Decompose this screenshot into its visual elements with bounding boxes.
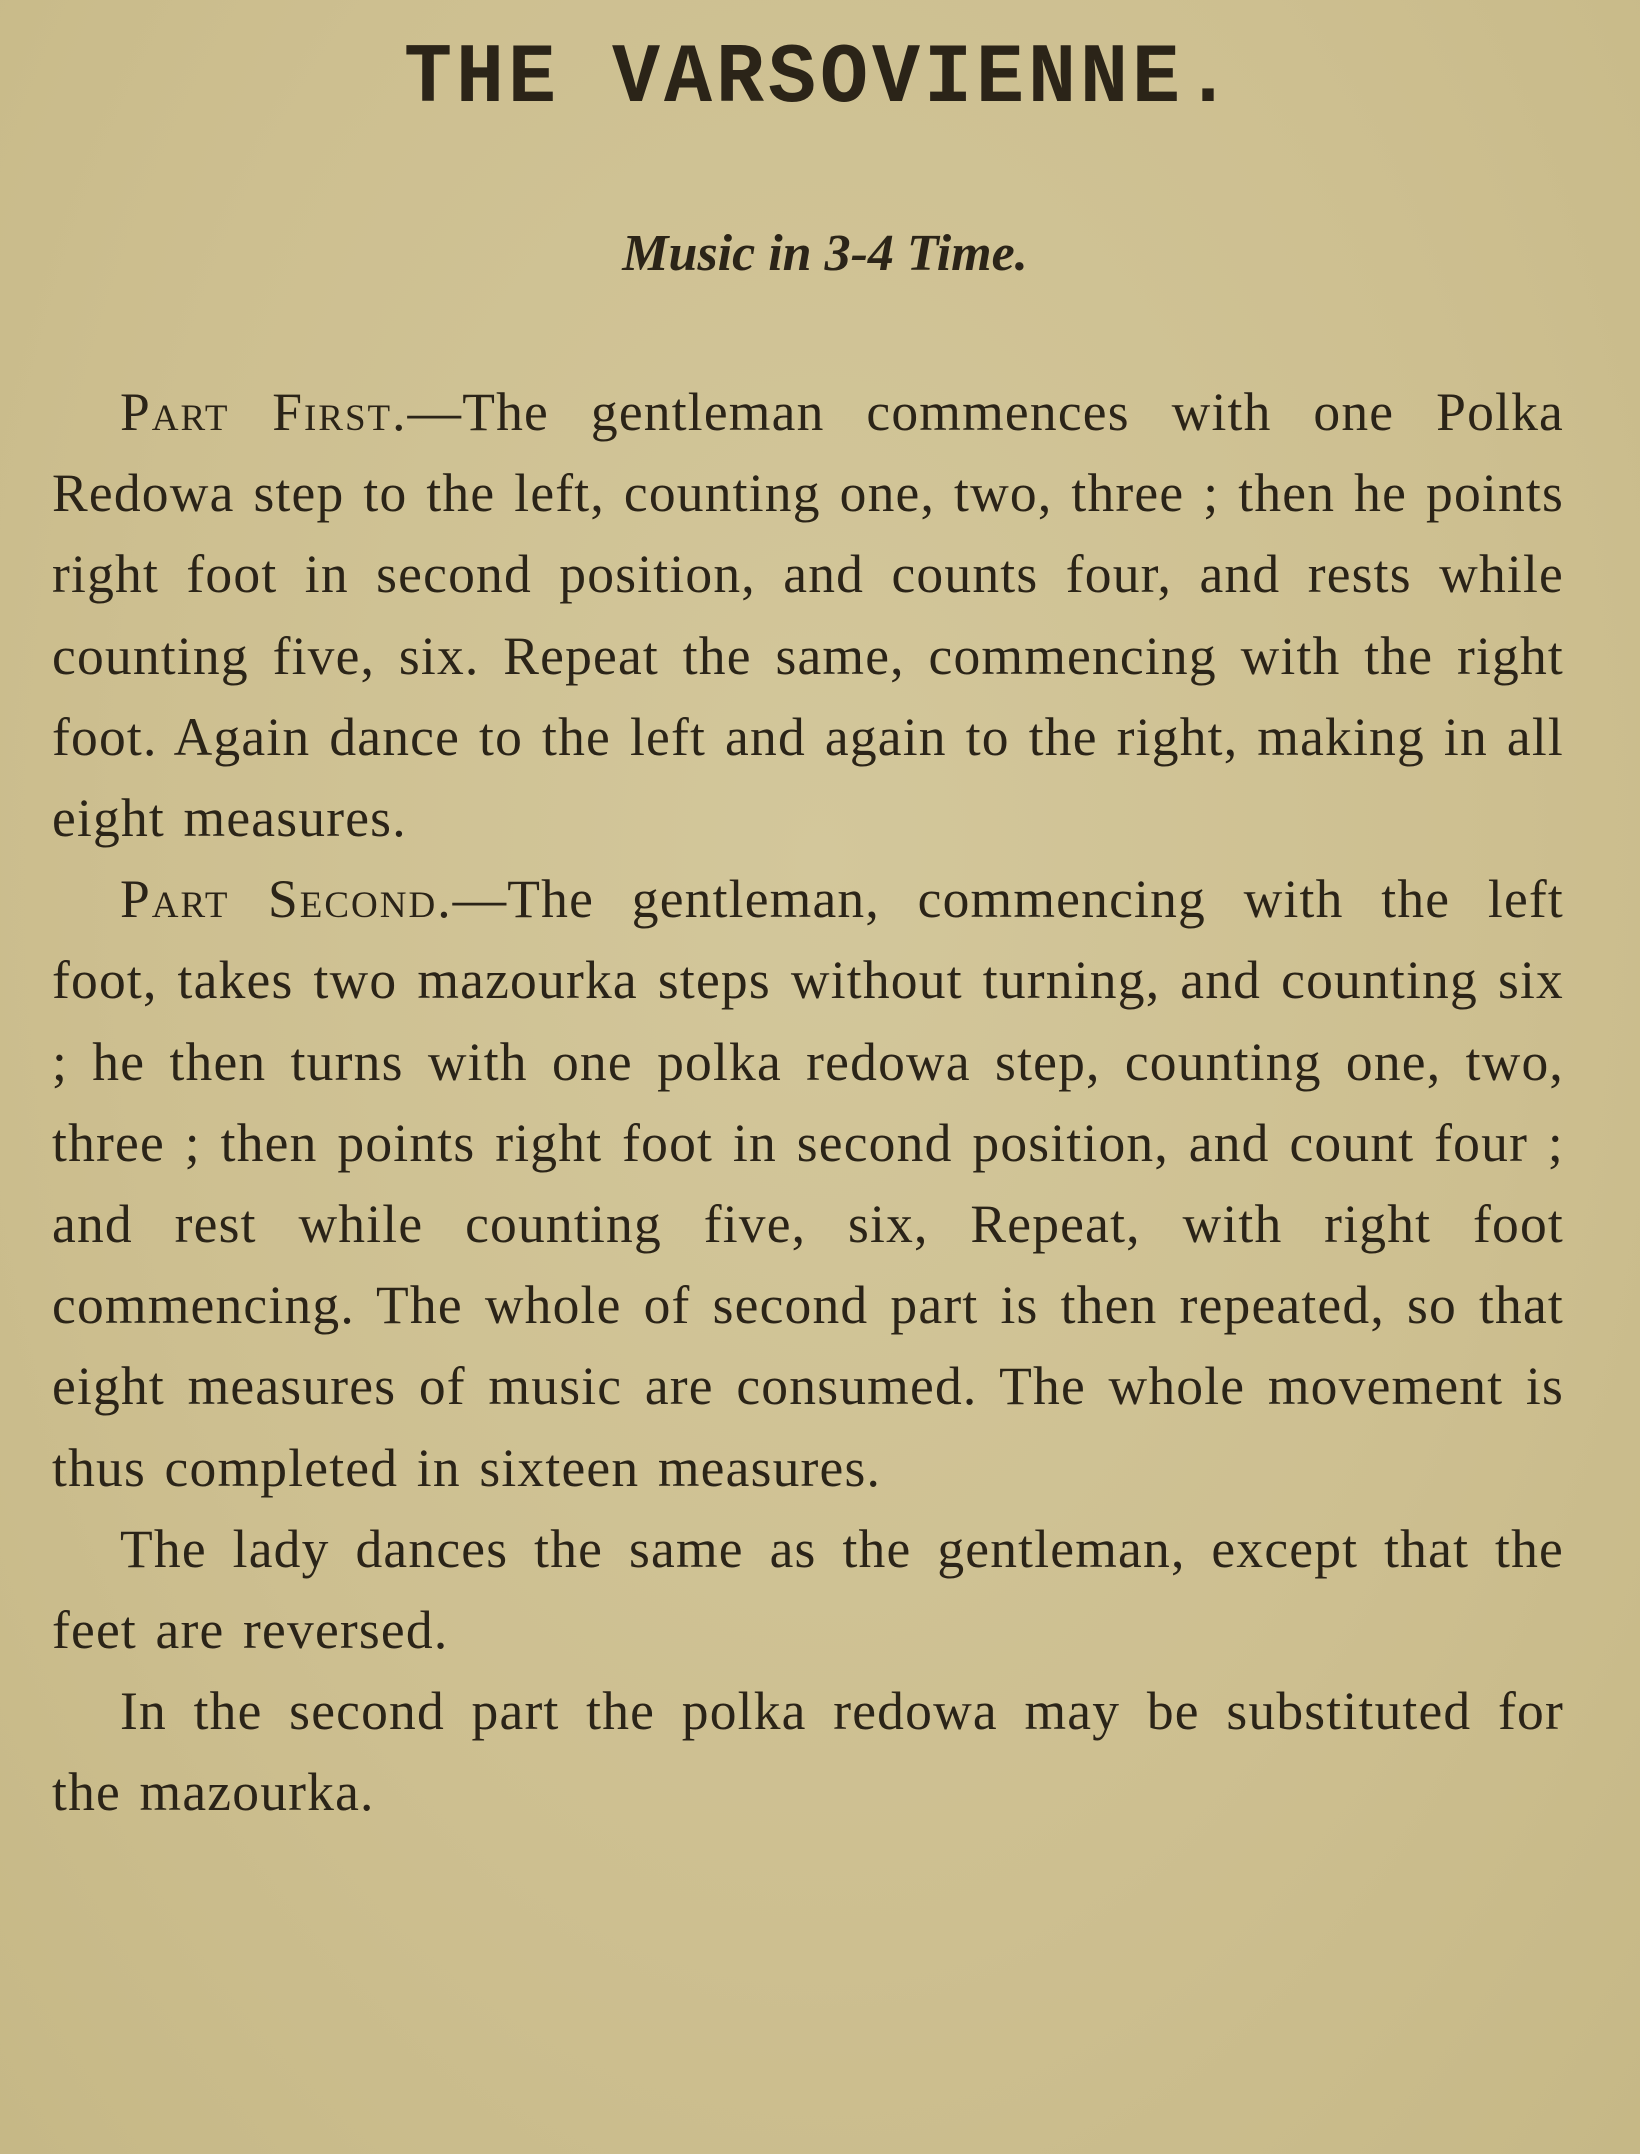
paragraph-lady: The lady dances the same as the gentleman, except that the feet are reversed. bbox=[52, 1518, 1564, 1661]
music-time-subtitle: Music in 3-4 Time. bbox=[622, 225, 1028, 282]
body-text bbox=[52, 372, 1564, 1834]
paragraph-substitution: In the second part the polka redowa may be substituted for the mazourka. bbox=[52, 1681, 1564, 1823]
part-first-text: —The gentleman commences with one Polka Redowa step to the left, counting one, two, three ; then he points right foot in second position, and counts four, and rests while counting five, six. Repeat the same, commencing with the right foot. Again dance to the left and again to the right, making in all eight measures. bbox=[52, 382, 1565, 849]
paragraph-part-first bbox=[52, 372, 1564, 859]
paragraph-part-second bbox=[52, 859, 1564, 1509]
part-first-label: Part First. bbox=[120, 382, 408, 442]
part-second-text: —The gentleman, commencing with the left foot, takes two mazourka steps without turning, and counting six ; he then turns with one polka redowa step, counting one, two, three ; then points right foot in second position, and count four ; and rest while counting five, six, Repeat, with right foot commencing. The whole of second part is then repeated, so that eight measures of music are consumed. The whole movement is thus completed in sixteen measures. bbox=[52, 869, 1564, 1498]
part-second-label: Part Second. bbox=[120, 869, 453, 930]
page-title: THE VARSOVIENNE. bbox=[403, 31, 1237, 128]
